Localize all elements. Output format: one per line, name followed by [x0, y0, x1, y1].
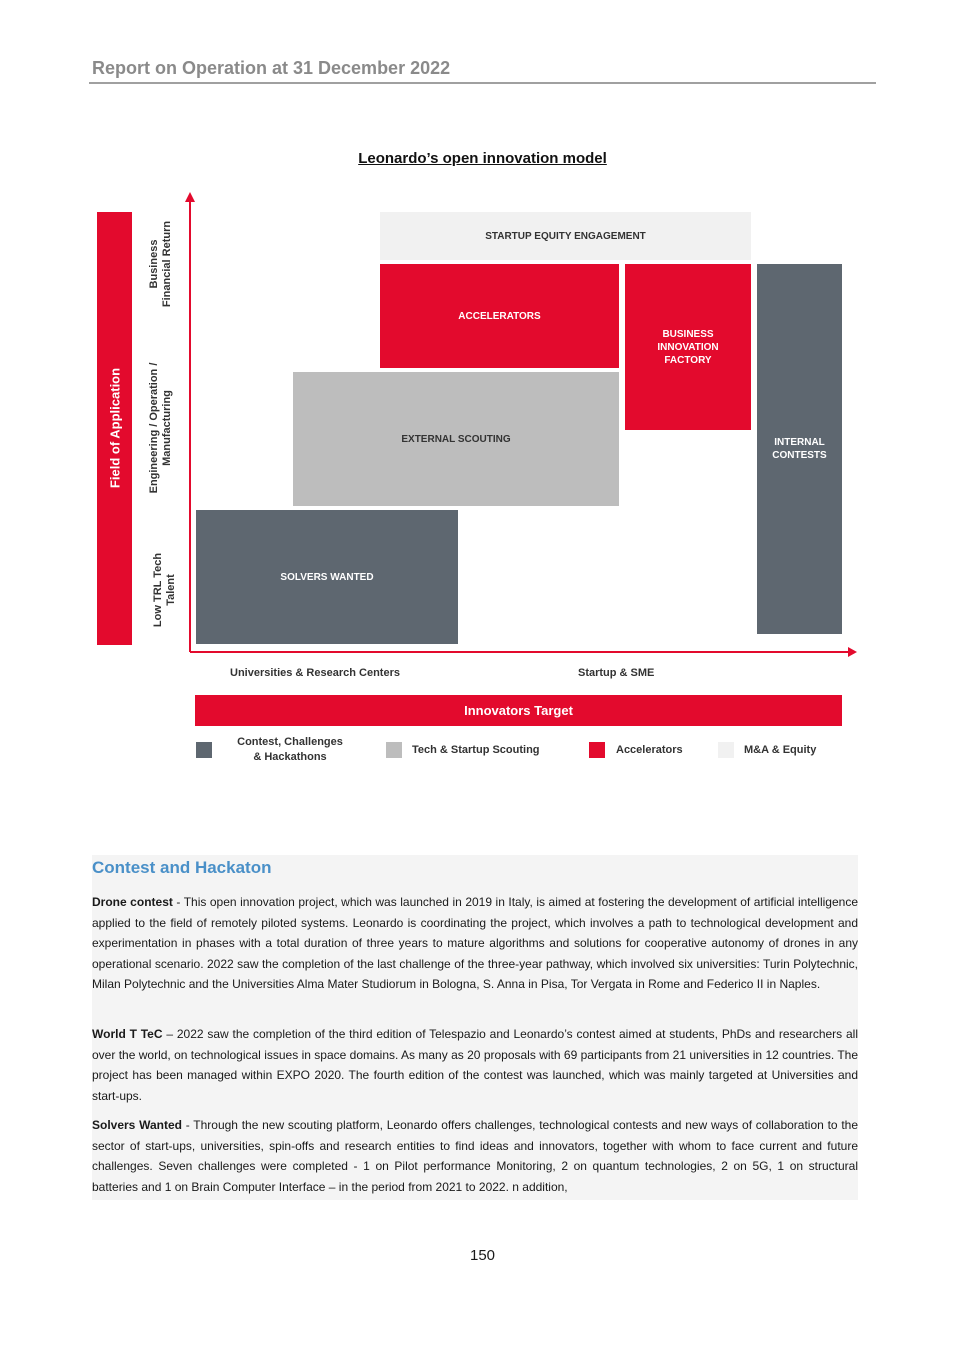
legend-label-contest: Contest, Challenges & Hackathons	[237, 736, 343, 763]
block-business-innovation-factory: BUSINESS INNOVATION FACTORY	[625, 264, 751, 430]
block-accelerators: ACCELERATORS	[380, 264, 619, 368]
innovators-target-bar: Innovators Target	[195, 695, 842, 726]
block-external-scouting: EXTERNAL SCOUTING	[293, 372, 619, 506]
y-label-low-trl: Low TRL Tech Talent	[152, 552, 177, 628]
page-number: 150	[469, 1247, 496, 1264]
block-startup-equity-engagement: STARTUP EQUITY ENGAGEMENT	[380, 212, 751, 260]
paragraph-solvers-wanted: Solvers Wanted - Through the new scouting platform, Leonardo offers challenges, technological contests and new ways of collaboration to the sector of start-ups, universities, spin-offs and research entities to find ideas and innovators, together with whom to face current and future challenges. Seven challenges were completed - 1 on Pilot performance Monitoring, 2 on quantum technologies, 2 on 5G, 1 on structural batteries and 1 on Brain Computer Interface – in the period from 2021 to 2022. n addition,	[92, 1118, 859, 1194]
section-title: Contest and Hackaton	[92, 858, 272, 877]
x-label-universities: Universities & Research Centers	[230, 667, 400, 679]
figure-title: Leonardo’s open innovation model	[358, 150, 607, 167]
legend-label-scouting: Tech & Startup Scouting	[412, 744, 540, 756]
legend-label-equity: M&A & Equity	[744, 744, 817, 756]
x-label-startup-sme: Startup & SME	[578, 667, 655, 679]
legend-swatch-equity	[718, 742, 734, 758]
page-header-title: Report on Operation at 31 December 2022	[92, 58, 451, 78]
paragraph-world-t-tec: World T TeC – 2022 saw the completion of the third edition of Telespazio and Leonardo’s contest aimed at students, PhDs and researchers all over the world, on technological issues in space domains. As many as 20 proposals with 69 participants from 21 universities in 12 countries. The project has been managed within EXPO 2020. The fourth edition of the contest was launched, which was mainly targeted at Universities and start-ups.	[92, 1027, 859, 1103]
legend-swatch-accelerators	[589, 742, 605, 758]
field-of-application-label: Field of Application	[107, 367, 123, 489]
legend-swatch-scouting	[386, 742, 402, 758]
block-solvers-wanted: SOLVERS WANTED	[196, 510, 458, 644]
block-internal-contests: INTERNAL CONTESTS	[757, 264, 842, 634]
paragraph-drone-contest: Drone contest - This open innovation project, which was launched in 2019 in Italy, is aimed at fostering the development of artificial intelligence applied to the field of remotely piloted systems. Leonardo is coordinating the project, which involves a path to technological development and experimentation in phases with a total duration of three years to mature algorithms and solutions for cooperative autonomy of drones in any operational scenario. 2022 saw the completion of the last challenge of the three-year pathway, which involved six universities: Turin Polytechnic, Milan Polytechnic and the Universities Alma Mater Studiorum in Bologna, S. Anna in Pisa, Tor Vergata in Rome and Federico II in Naples.	[92, 895, 858, 991]
legend-label-accelerators: Accelerators	[616, 744, 683, 756]
legend-swatch-contest	[196, 742, 212, 758]
y-label-engineering: Engineering / Operation / Manufacturing	[148, 362, 173, 494]
y-label-business: Business Financial Return	[148, 220, 173, 308]
